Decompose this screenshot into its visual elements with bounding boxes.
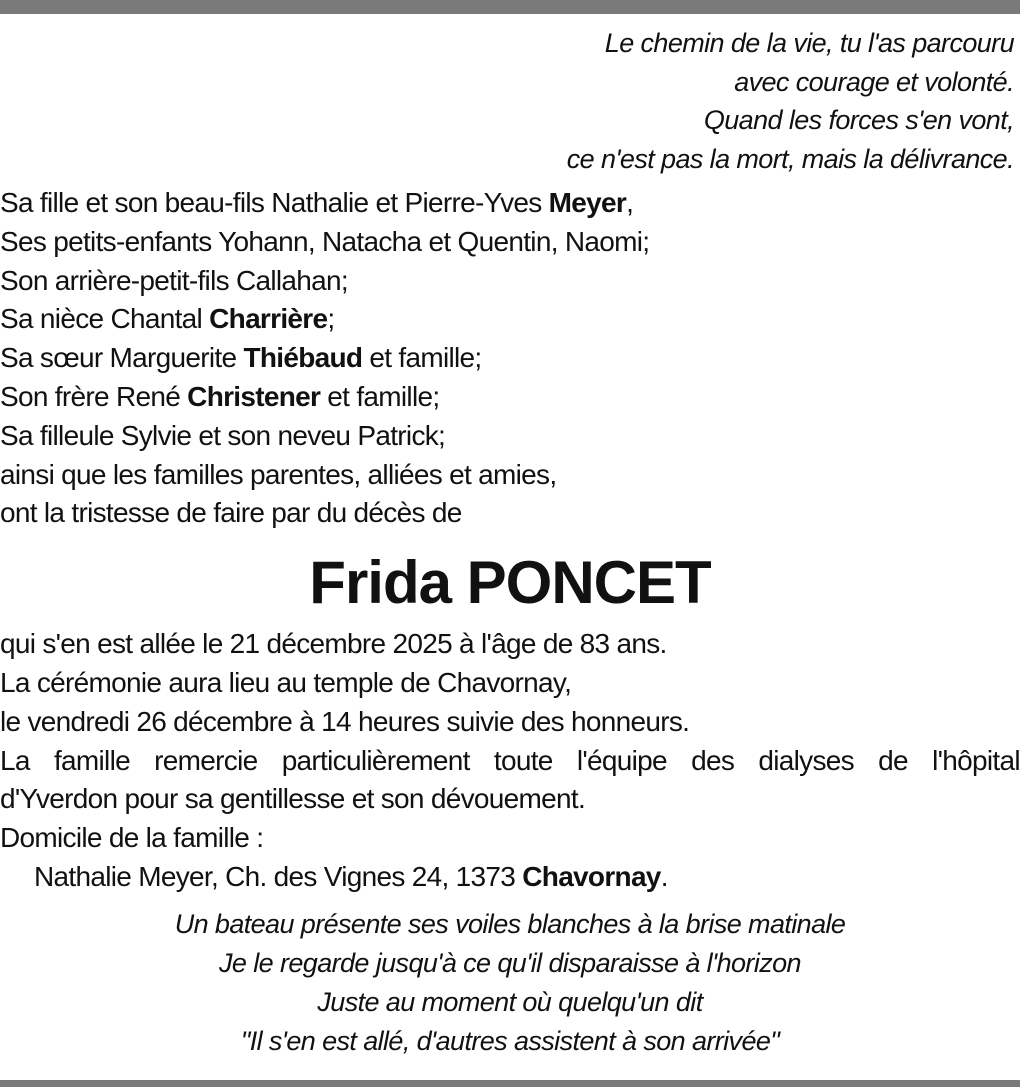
poem-line: Quand les forces s'en vont, — [703, 105, 1014, 135]
thanks-line-end: d'Yverdon pour sa gentillesse et son dévouement. — [0, 783, 586, 815]
word: toute — [493, 744, 553, 776]
word: famille — [53, 744, 130, 776]
family-line-announcement: ont la tristesse de faire par du décès de — [0, 497, 462, 529]
text: Sa fille et son beau-fils Nathalie et Pierre-Yves — [0, 187, 549, 218]
poem-line: avec courage et volonté. — [734, 66, 1014, 97]
word: l'équipe — [576, 744, 667, 776]
ceremony-details — [0, 625, 1020, 897]
text: Nathalie Meyer, Ch. des Vignes 24, 1373 — [34, 860, 523, 892]
surname: Meyer — [548, 187, 627, 218]
word: de — [878, 744, 908, 776]
family-address-label: Domicile de la famille : — [0, 822, 264, 854]
family-line-goddaughter: Sa filleule Sylvie et son neveu Patrick; — [0, 419, 446, 451]
word: particulièrement — [281, 744, 470, 776]
surname: Charrière — [209, 303, 328, 335]
opening-poem — [0, 24, 1020, 178]
deceased-name: Frida PONCET — [309, 549, 711, 617]
word: remercie — [154, 744, 258, 776]
text: Sa sœur Marguerite — [0, 342, 244, 374]
poem-line: Un bateau présente ses voiles blanches à la brise matinale — [174, 908, 846, 939]
poem-line: Le chemin de la vie, tu l'as parcouru — [604, 28, 1014, 58]
family-line-daughter — [0, 184, 1020, 223]
poem-line: ce n'est pas la mort, mais la délivrance. — [566, 143, 1014, 174]
text: et famille; — [362, 342, 482, 374]
town: Chavornay — [522, 860, 661, 892]
poem-line: "Il s'en est allé, d'autres assistent à son arrivée" — [240, 1025, 780, 1056]
poem-line: Juste au moment où quelqu'un dit — [317, 986, 703, 1017]
thanks-line — [0, 742, 1020, 781]
family-line-niece — [0, 300, 1020, 339]
family-line-grandchildren: Ses petits-enfants Yohann, Natacha et Quentin, Naomi; — [0, 225, 650, 257]
text: . — [660, 860, 668, 892]
ceremony-location: La cérémonie aura lieu au temple de Chavornay, — [0, 666, 572, 698]
surname: Christener — [187, 380, 321, 412]
family-address — [0, 858, 1020, 897]
ceremony-time: le vendredi 26 décembre à 14 heures suivie des honneurs. — [0, 705, 690, 737]
family-list — [0, 184, 1020, 533]
word: dialyses — [758, 744, 854, 776]
family-line-relatives: ainsi que les familles parentes, alliées et amies, — [0, 458, 557, 490]
bottom-rule — [0, 1080, 1020, 1087]
text: Son frère René — [0, 380, 188, 412]
text: Sa nièce Chantal — [0, 303, 210, 335]
passing-date: qui s'en est allée le 21 décembre 2025 à l'âge de 83 ans. — [0, 628, 667, 660]
surname: Thiébaud — [243, 342, 363, 374]
text: , — [626, 187, 634, 218]
word: des — [691, 744, 735, 776]
family-line-brother — [0, 378, 1020, 417]
text: ; — [327, 303, 335, 335]
poem-line: Je le regarde jusqu'à ce qu'il disparaisse à l'horizon — [219, 947, 801, 978]
top-rule — [0, 0, 1020, 14]
family-line-sister — [0, 339, 1020, 378]
closing-poem — [0, 905, 1020, 1061]
text: et famille; — [320, 380, 440, 412]
word: La — [0, 744, 30, 776]
obituary-notice — [0, 24, 1020, 1061]
family-line-great-grandchild: Son arrière-petit-fils Callahan; — [0, 264, 348, 296]
word: l'hôpital — [932, 744, 1020, 776]
